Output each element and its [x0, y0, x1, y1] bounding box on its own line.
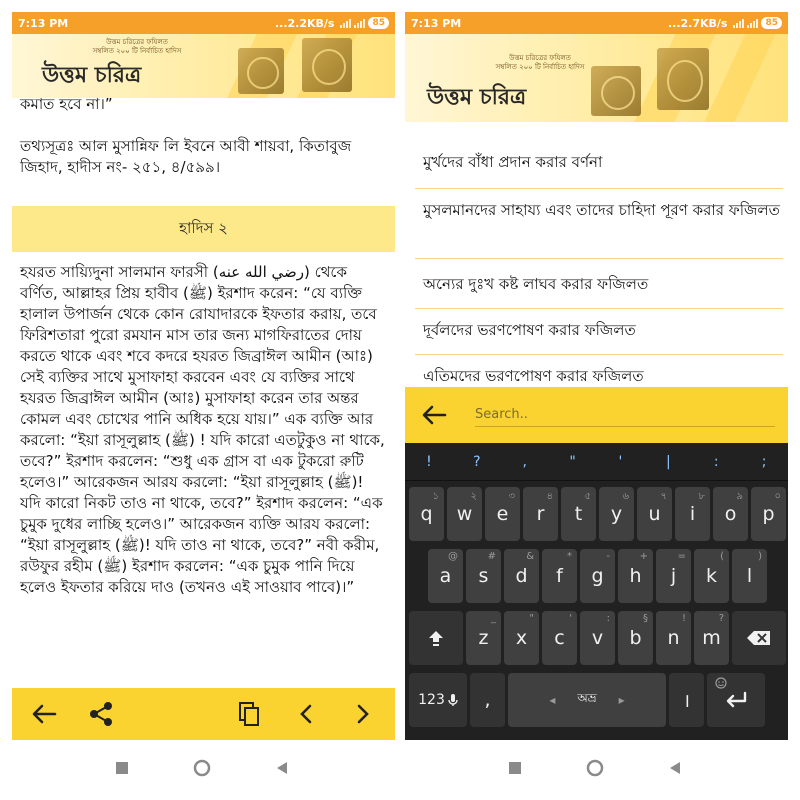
list-item[interactable]: দূর্বলদের ভরণপোষণ করার ফজিলত: [423, 321, 636, 339]
square-icon: [115, 761, 129, 775]
square-icon: [508, 761, 522, 775]
status-time: 7:13 PM: [18, 16, 69, 30]
banner-tagline: উত্তম চরিত্রের ফযিলত সম্বলিত ২০০ টি নির্বাচিত হাদিস: [92, 38, 182, 55]
book-icon: [591, 66, 641, 116]
signal-icon: [733, 18, 744, 28]
symbol-key[interactable]: ?: [473, 453, 481, 470]
key-t[interactable]: ৫ t: [561, 487, 596, 541]
book-icon: [657, 48, 709, 110]
banner-tagline: উত্তম চরিত্রের ফযিলত সম্বলিত ২০০ টি নির্বাচিত হাদিস: [495, 54, 585, 71]
signal-icon: [340, 18, 351, 28]
space-key-label: অভ্র: [577, 691, 597, 705]
key-h[interactable]: + h: [618, 549, 653, 603]
list-item[interactable]: অন্যের দুঃখ কষ্ট লাঘব করার ফজিলত: [423, 275, 649, 293]
status-bar: [405, 12, 788, 34]
key-m[interactable]: ? m: [694, 611, 729, 665]
key-n[interactable]: ! n: [656, 611, 691, 665]
book-icon: [302, 38, 352, 92]
reader-screen: [12, 12, 395, 740]
key-s[interactable]: # s: [466, 549, 501, 603]
triangle-back-icon: [668, 760, 682, 776]
search-back-button[interactable]: [417, 399, 451, 431]
network-speed: ...2.2KB/s: [274, 16, 335, 30]
system-nav-bar: [0, 748, 800, 788]
danda-key[interactable]: ।: [669, 673, 704, 727]
key-l[interactable]: ) l: [732, 549, 767, 603]
list-item[interactable]: এতিমদের ভরণপোষণ করার ফজিলত: [423, 367, 644, 385]
emoji-icon: [715, 677, 727, 689]
signal-icon-2: [747, 18, 758, 28]
key-j[interactable]: = j: [656, 549, 691, 603]
backspace-key[interactable]: [732, 611, 786, 665]
share-icon: [89, 701, 113, 727]
next-button[interactable]: [345, 696, 381, 732]
app-banner: [12, 34, 395, 98]
key-z[interactable]: _ z: [466, 611, 501, 665]
app-title: উত্তম চরিত্র: [42, 62, 142, 88]
key-p[interactable]: ০ p: [751, 487, 786, 541]
app-banner: [405, 34, 788, 122]
copy-button[interactable]: [231, 696, 267, 732]
key-f[interactable]: * f: [542, 549, 577, 603]
reader-toolbar: [12, 688, 395, 740]
status-bar: [12, 12, 395, 34]
symbol-key[interactable]: ;: [761, 453, 767, 470]
key-o[interactable]: ৯ o: [713, 487, 748, 541]
back-arrow-icon: [31, 704, 57, 724]
share-button[interactable]: [83, 696, 119, 732]
key-c[interactable]: ' c: [542, 611, 577, 665]
key-b[interactable]: § b: [618, 611, 653, 665]
symbol-key[interactable]: ,: [522, 453, 527, 470]
key-v[interactable]: : v: [580, 611, 615, 665]
key-row-2: [428, 549, 767, 603]
signal-icon-2: [354, 18, 365, 28]
list-item[interactable]: মুসলমানদের সাহায্য এবং তাদের চাহিদা পূরণ করার ফজিলত: [423, 201, 780, 219]
recents-button[interactable]: [110, 756, 134, 780]
back-button[interactable]: [26, 696, 62, 732]
key-row-4: [409, 673, 765, 727]
symbol-key[interactable]: !: [426, 453, 432, 470]
key-a[interactable]: @ a: [428, 549, 463, 603]
search-input[interactable]: [475, 403, 775, 427]
home-button[interactable]: [583, 756, 607, 780]
key-row-1: [409, 487, 786, 541]
network-speed: ...2.7KB/s: [667, 16, 728, 30]
key-k[interactable]: ( k: [694, 549, 729, 603]
partial-text: কমাত হবে না।”: [20, 98, 113, 113]
key-i[interactable]: ৮ i: [675, 487, 710, 541]
key-y[interactable]: ৬ y: [599, 487, 634, 541]
shift-icon: [427, 629, 445, 647]
soft-keyboard: [405, 443, 788, 740]
app-title: উত্তম চরিত্র: [427, 84, 527, 110]
key-r[interactable]: ৪ r: [523, 487, 558, 541]
recents-button[interactable]: [503, 756, 527, 780]
hadith-reader: [12, 98, 395, 688]
hadith-heading: [12, 206, 395, 252]
status-time: 7:13 PM: [411, 16, 462, 30]
chevron-left-icon: [299, 703, 313, 725]
home-button[interactable]: [190, 756, 214, 780]
previous-button[interactable]: [288, 696, 324, 732]
source-reference: তথ্যসূত্রঃ আল মুসান্নিফ লি ইবনে আবী শায়বা, কিতাবুজ জিহাদ, হাদীস নং- ২৫১, ৪/৫৯৯।: [20, 137, 352, 176]
key-d[interactable]: & d: [504, 549, 539, 603]
circle-icon: [585, 758, 605, 778]
backspace-icon: [746, 630, 772, 646]
list-item[interactable]: মুর্খদের বাঁধা প্রদান করার বর্ণনা: [423, 153, 603, 171]
hadith-heading-label: হাদিস ২: [179, 218, 228, 237]
key-x[interactable]: " x: [504, 611, 539, 665]
back-nav-button[interactable]: [663, 756, 687, 780]
symbol-key[interactable]: ': [618, 453, 623, 470]
space-key[interactable]: ◂ অভ্র ▸: [508, 673, 666, 727]
shift-key[interactable]: [409, 611, 463, 665]
key-g[interactable]: - g: [580, 549, 615, 603]
battery-icon: 85: [761, 17, 782, 29]
topic-search-screen: [405, 12, 788, 740]
key-u[interactable]: ৭ u: [637, 487, 672, 541]
enter-key[interactable]: [707, 673, 765, 727]
mic-icon: [448, 693, 458, 707]
symbol-key[interactable]: ": [569, 453, 576, 470]
key-w[interactable]: ২ w: [447, 487, 482, 541]
battery-icon: 85: [368, 17, 389, 29]
comma-key[interactable]: ,: [470, 673, 505, 727]
numbers-key[interactable]: 123: [409, 673, 467, 727]
hadith-body: হযরত সায়্যিদুনা সালমান ফারসী (رضي الله عنه) থেকে বর্ণিত, আল্লাহর প্রিয় হাবীব (ﷺ) ইরশাদ করেন: “যে ব্যক্তি হালাল উপার্জন থেকে কোন রোযাদারকে ইফতার করায়, তবে ফিরিশতারা পুরো রমযান মাস তার জন্য মাগফিরাতের দোয় করতে থাকে এবং শবে কদরে হযরত জিব্রাঈল আমীন (আঃ) সেই ব্যক্তির সাথে মুসাফাহা করবেন এবং যে ব্যক্তির সাথে হযরত জিব্রাঈল আমীন (আঃ) মুসাফাহা করেন তার অন্তর কোমল এবং চোখের পানি অধিক হয়ে যায়।” এক ব্যক্তি আর করলো: “ইয়া রাসূলুল্লাহ (ﷺ) ! যদি কারো এতটুকুও না থাকে, তবে?” ইরশাদ করলেন: “শুধু এক গ্রাস বা এক টুকরো রুটি হলেও।” আরেকজন আরয করলো: “ইয়া রাসূলুল্লাহ (ﷺ)! যদি কারো নিকট তাও না থাকে, তবে?” ইরশাদ করলেন: “এক চুমুক দুধের লাচ্ছি হলেও।” আরেকজন ব্যক্তি আরয করলো: “ইয়া রাসূলুল্লাহ (ﷺ)! যদি তাও না থাকে, তবে?” নবী করীম, রউফুর রহীম (ﷺ) ইরশাদ করলেন: “এক চুমুক পানি দিয়ে হলেও ইফতার করিয়ে দাও (তখনও এই সাওয়াব পাবে)।”: [20, 263, 385, 596]
symbol-key[interactable]: |: [665, 453, 671, 470]
key-q[interactable]: ১ q: [409, 487, 444, 541]
chevron-right-icon: [356, 703, 370, 725]
enter-icon: [724, 691, 748, 709]
key-row-3: [409, 611, 786, 665]
search-bar: [405, 387, 788, 443]
back-arrow-icon: [421, 405, 447, 425]
book-icon: [238, 48, 284, 94]
copy-icon: [238, 701, 260, 727]
triangle-back-icon: [275, 760, 289, 776]
key-e[interactable]: ৩ e: [485, 487, 520, 541]
symbol-row: [405, 443, 788, 481]
circle-icon: [192, 758, 212, 778]
back-nav-button[interactable]: [270, 756, 294, 780]
symbol-key[interactable]: :: [713, 453, 719, 470]
